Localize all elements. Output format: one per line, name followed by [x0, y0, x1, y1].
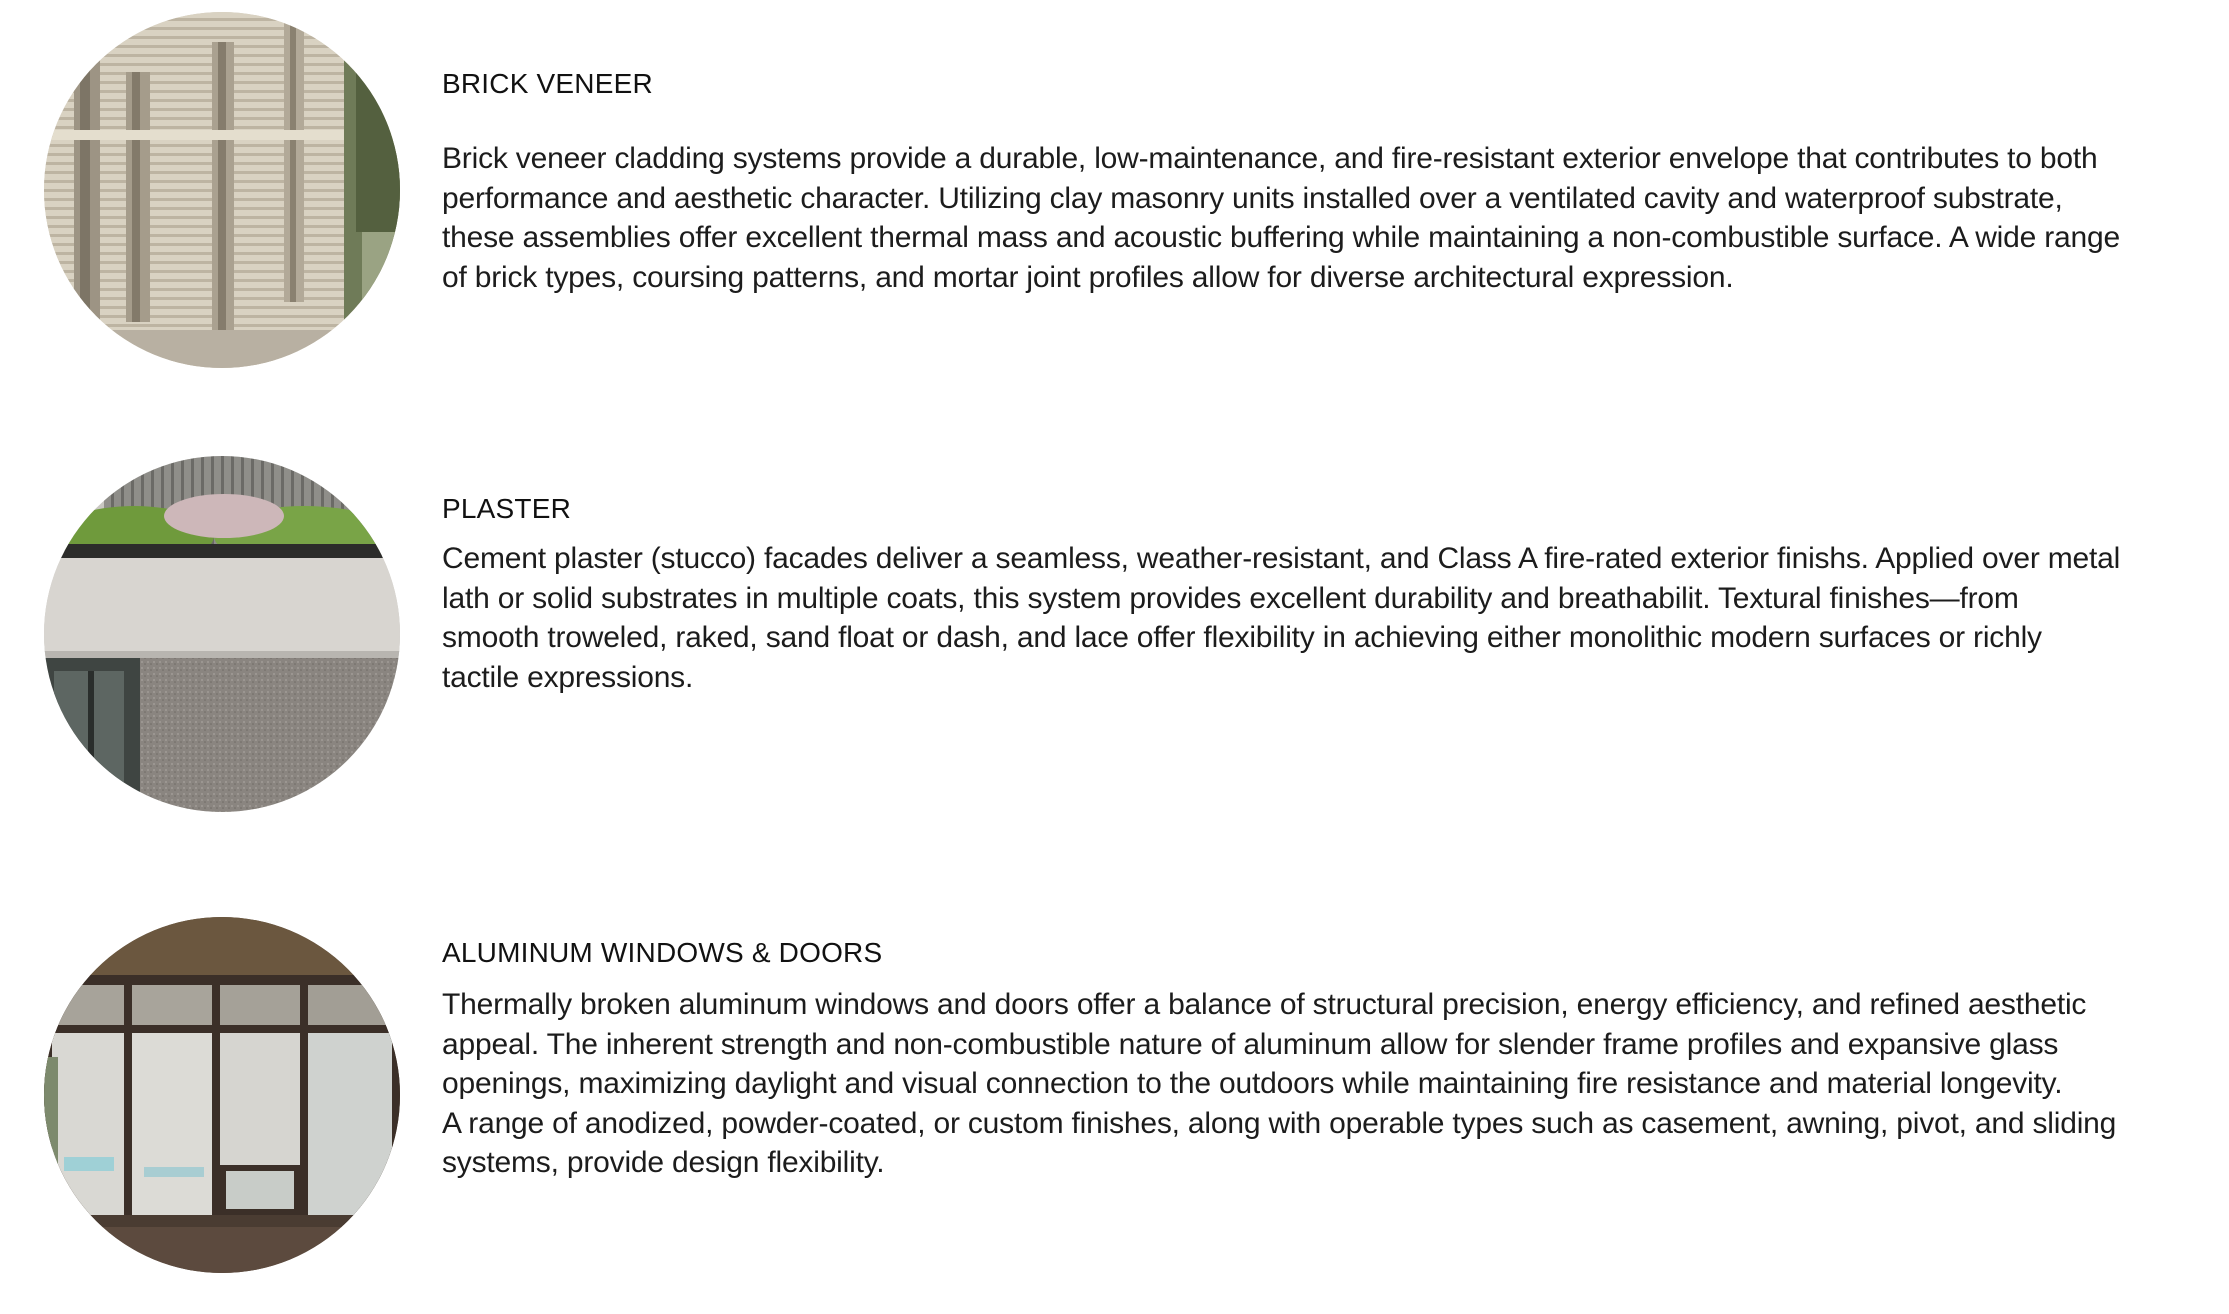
description-line: Cement plaster (stucco) facades deliver a seamless, weather-resistant, and Class A fire-rated exterior finishs. Applied over metal — [442, 542, 2121, 575]
description-line: appeal. The inherent strength and non-combustible nature of aluminum allow for slender frame profiles and expansive glass — [442, 1027, 2059, 1061]
section-heading: BRICK VENEER — [442, 68, 653, 99]
description-line: A range of anodized, powder-coated, or custom finishes, along with operable types such as casement, awning, pivot, and sliding — [442, 1106, 2117, 1140]
description-line: Brick veneer cladding systems provide a durable, low-maintenance, and fire-resistant exterior envelope that contributes to both — [442, 142, 2098, 175]
description-line: lath or solid substrates in multiple coats, this system provides excellent durability and breathabilit. Textural finishes—from — [442, 581, 2019, 615]
description-line: openings, maximizing daylight and visual connection to the outdoors while maintaining fire resistance and material longevity. — [442, 1067, 2063, 1100]
brick-wall-photo-icon — [44, 12, 400, 368]
brick-veneer-image — [44, 12, 400, 368]
section-description — [442, 539, 2212, 697]
description-line: systems, provide design flexibility. — [442, 1146, 885, 1179]
section-description — [442, 985, 2212, 1183]
description-line: smooth troweled, raked, sand float or dash, and lace offer flexibility in achieving either monolithic modern surfaces or richly — [442, 621, 2042, 654]
description-line: tactile expressions. — [442, 660, 694, 694]
section-heading: ALUMINUM WINDOWS & DOORS — [442, 937, 883, 968]
aluminum-window-photo-icon — [44, 917, 400, 1273]
description-line: these assemblies offer excellent thermal mass and acoustic buffering while maintaining a non-combustible surface. A wide range — [442, 221, 2120, 254]
description-line: Thermally broken aluminum windows and doors offer a balance of structural precision, energy efficiency, and refined aesthetic — [442, 988, 2087, 1021]
description-line: performance and aesthetic character. Utilizing clay masonry units installed over a ventilated cavity and waterproof substrate, — [442, 181, 2063, 215]
description-line: of brick types, coursing patterns, and mortar joint profiles allow for diverse architectural expression. — [442, 260, 1734, 294]
aluminum-windows-image — [44, 917, 400, 1273]
plaster-facade-photo-icon — [44, 456, 400, 812]
section-description — [442, 139, 2212, 297]
section-heading: PLASTER — [442, 493, 571, 524]
plaster-image — [44, 456, 400, 812]
